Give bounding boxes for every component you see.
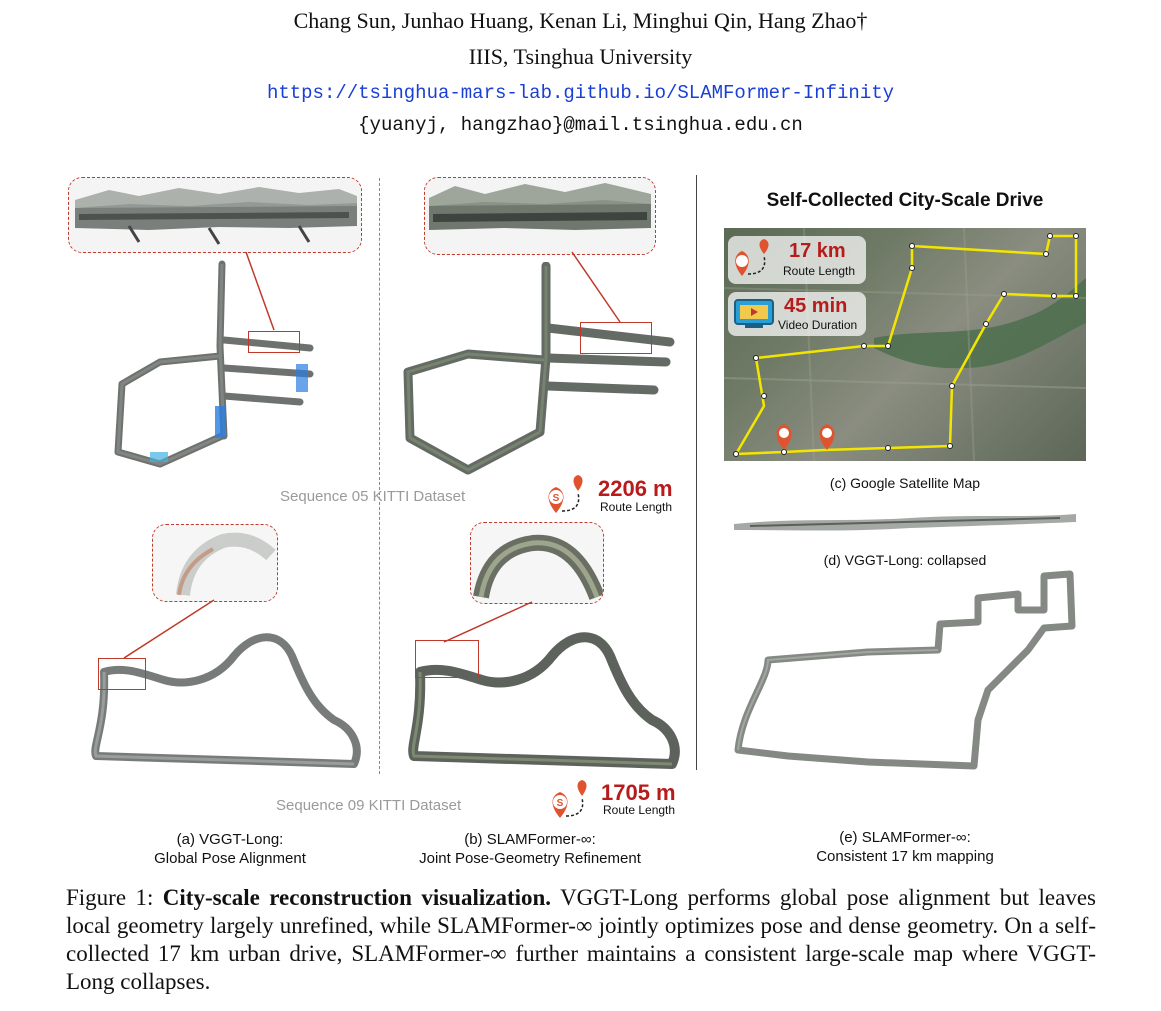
svg-text:S: S xyxy=(556,798,564,809)
svg-text:S: S xyxy=(552,493,560,504)
pointcloud-a-seq05 xyxy=(100,256,330,482)
project-url-link[interactable]: https://tsinghua-mars-lab.github.io/SLAMFormer-Infinity xyxy=(266,82,895,104)
callout-line-b-top xyxy=(568,250,624,324)
seq05-label: Sequence 05 KITTI Dataset xyxy=(280,488,466,505)
zoom-box-b-top xyxy=(424,177,656,255)
caption-b xyxy=(390,830,670,868)
caption-d: (d) VGGT-Long: collapsed xyxy=(823,552,987,568)
figure-caption-body: VGGT-Long performs global pose alignment but leaves local geometry largely unrefined, while SLAMFormer-∞ jointly optimizes pose and dense geometry. On a self-collected 17 km urban drive, SLAMFormer-∞ further maintains a consistent large-scale map where VGGT-Long collapses. xyxy=(66,885,1097,994)
figure-caption-label: Figure 1: xyxy=(66,885,154,910)
zoom-pointcloud-b-bottom xyxy=(471,523,603,603)
figure-caption-title: City-scale reconstruction visualization. xyxy=(162,885,552,910)
caption-a-line1: (a) VGGT-Long: xyxy=(176,831,284,848)
highlight-rect-b-bottom xyxy=(415,640,479,678)
caption-a xyxy=(120,830,340,868)
caption-a-line2: Global Pose Alignment xyxy=(154,850,306,867)
callout-line-a-bottom xyxy=(120,598,220,660)
affiliation: IIIS, Tsinghua University xyxy=(468,44,693,69)
route-length-09-value: 1705 m xyxy=(601,780,676,805)
caption-e-line2: Consistent 17 km mapping xyxy=(816,848,994,865)
pointcloud-d-collapsed xyxy=(730,500,1080,544)
city-video-value: 45 min xyxy=(784,295,848,317)
route-length-05-value: 2206 m xyxy=(598,476,673,501)
author-list: Chang Sun, Junhao Huang, Kenan Li, Minghui Qin, Hang Zhao† xyxy=(293,8,868,33)
callout-line-a-top xyxy=(240,250,280,334)
divider-main xyxy=(696,175,697,770)
zoom-pointcloud-a-bottom xyxy=(153,525,277,601)
caption-b-line2: Joint Pose-Geometry Refinement xyxy=(419,850,641,867)
figure-caption xyxy=(66,884,1096,996)
callout-line-b-bottom xyxy=(440,600,536,644)
caption-e xyxy=(724,828,1086,866)
zoom-box-a-bottom xyxy=(152,524,278,602)
pointcloud-b-seq05 xyxy=(398,262,678,478)
caption-b-line1: (b) SLAMFormer-∞: xyxy=(464,831,596,848)
zoom-box-b-bottom xyxy=(470,522,604,604)
contact-email: {yuanyj, hangzhao}@mail.tsinghua.edu.cn xyxy=(358,114,803,136)
caption-c: (c) Google Satellite Map xyxy=(829,475,981,491)
city-route-label: Route Length xyxy=(783,264,856,278)
divider-ab xyxy=(379,178,380,774)
city-video-label: Video Duration xyxy=(778,318,858,332)
highlight-rect-a-top xyxy=(248,331,300,353)
route-length-09-label: Route Length xyxy=(603,803,676,817)
city-route-value: 17 km xyxy=(789,240,846,262)
start-pin-icon xyxy=(777,424,792,450)
route-pin-icon xyxy=(546,778,596,822)
city-title: Self-Collected City-Scale Drive xyxy=(766,190,1044,211)
seq09-label: Sequence 09 KITTI Dataset xyxy=(276,797,462,814)
highlight-rect-a-bottom xyxy=(98,658,146,690)
zoom-box-a-top xyxy=(68,177,362,253)
zoom-pointcloud-b-top xyxy=(425,178,655,254)
route-pin-icon xyxy=(542,473,592,517)
highlight-rect-b-top xyxy=(580,322,652,354)
zoom-pointcloud-a-top xyxy=(69,178,361,252)
end-pin-icon xyxy=(820,424,835,450)
pointcloud-e-consistent xyxy=(728,570,1078,776)
route-pin-icon xyxy=(730,238,780,278)
route-length-05-label: Route Length xyxy=(600,500,673,514)
video-screen-icon xyxy=(733,296,777,332)
caption-e-line1: (e) SLAMFormer-∞: xyxy=(839,829,971,846)
